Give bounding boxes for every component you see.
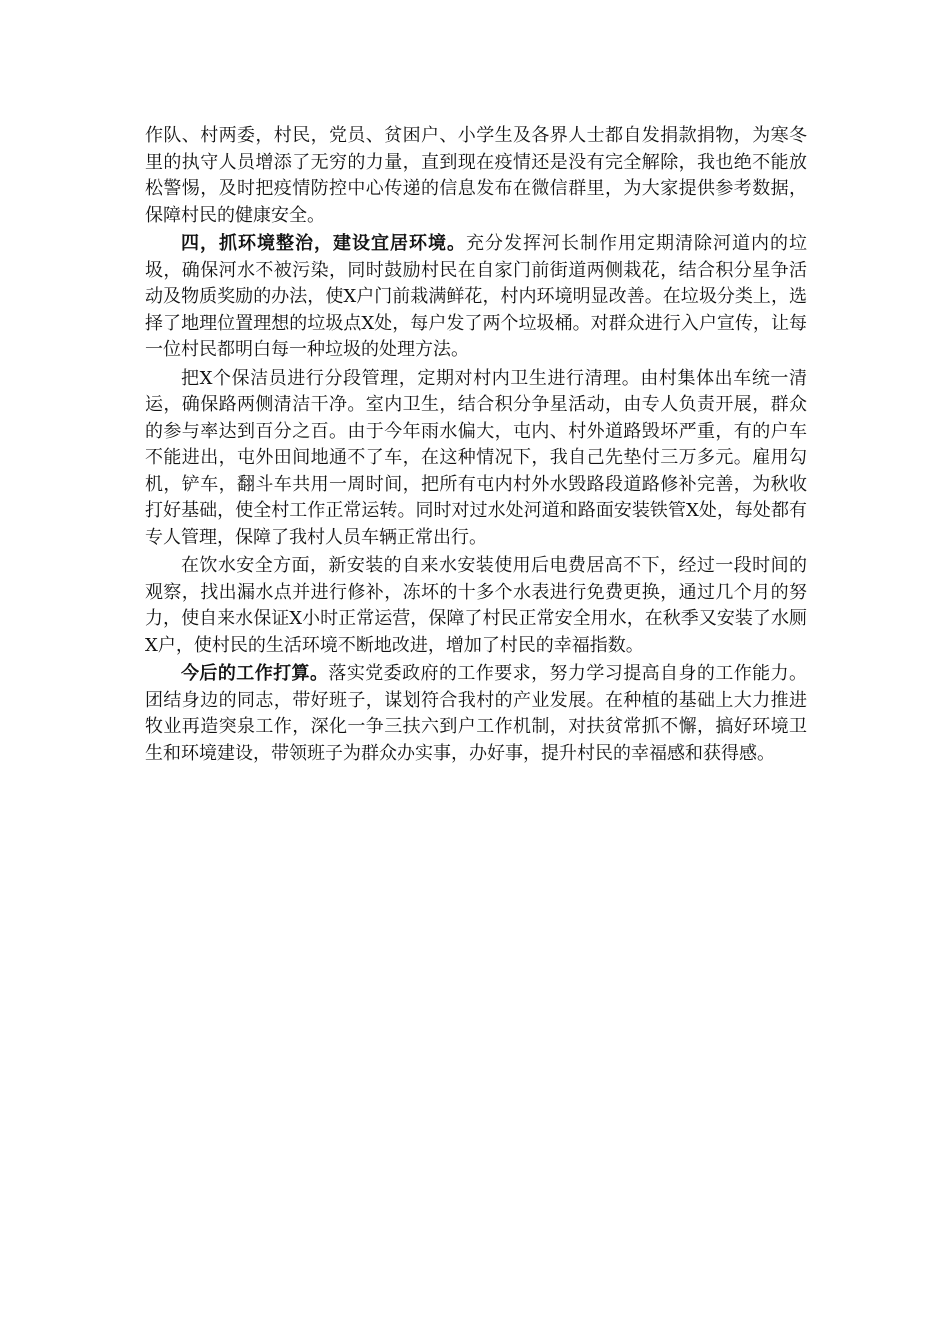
paragraph-text: 把X个保洁员进行分段管理，定期对村内卫生进行清理。由村集体出车统一清运，确保路两侧清洁干净。室内卫生，结合积分争星活动，由专人负责开展，群众的参与率达到百分之百。由于今年雨水偏大，屯内、村外道路毁坏严重，有的户车不能进出，屯外田间地通不了车，在这种情况下，我自己先垫付三万多元。雇用勾机，铲车，翻斗车共用一周时间，把所有屯内村外水毁路段道路修补完善，为秋收打好基础，使全村工作正常运转。同时对过水处河道和路面安装铁管X处，每处都有专人管理，保障了我村人员车辆正常出行。 — [145, 367, 807, 548]
paragraph-text: 落实党委政府的工作要求，努力学习提高自身的工作能力。团结身边的同志，带好班子，谋划符合我村的产业发展。在种植的基础上大力推进牧业再造突泉工作，深化一争三扶六到户工作机制，对扶贫常抓不懈，搞好环境卫生和环境建设，带领班子为群众办实事，办好事，提升村民的幸福感和获得感。 — [145, 663, 808, 764]
paragraph-text: 在饮水安全方面，新安装的自来水安装使用后电费居高不下，经过一段时间的观察，找出漏水点并进行修补，冻坏的十多个水表进行免费更换，通过几个月的努力，使自来水保证X小时正常运营，保障了村民正常安全用水，在秋季又安装了水厕X户，使村民的生活环境不断地改进，增加了村民的幸福指数。 — [145, 555, 807, 656]
paragraph-text: 充分发挥河长制作用定期清除河道内的垃圾，确保河水不被污染，同时鼓励村民在自家门前街道两侧栽花，结合积分星争活动及物质奖励的办法，使X户门前栽满鲜花，村内环境明显改善。在垃圾分类上，选择了地理位置理想的垃圾点X处，每户发了两个垃圾桶。对群众进行入户宣传，让每一位村民都明白每一种垃圾的处理方法。 — [145, 233, 807, 360]
paragraph-future-plans — [145, 661, 807, 767]
document-body — [145, 123, 807, 769]
paragraph-text: 作队、村两委，村民，党员、贫困户、小学生及各界人士都自发捐款捐物，为寒冬里的执守人员增添了无穷的力量，直到现在疫情还是没有完全解除，我也绝不能放松警惕，及时把疫情防控中心传递的信息发布在微信群里，为大家提供参考数据，保障村民的健康安全。 — [145, 125, 807, 226]
paragraph-water-safety — [145, 553, 807, 659]
section-heading: 四，抓环境整治，建设宜居环境。 — [181, 233, 466, 254]
section-heading: 今后的工作打算。 — [181, 663, 329, 684]
paragraph-environment — [145, 231, 807, 364]
paragraph-cleaning — [145, 366, 807, 552]
paragraph-continuation — [145, 123, 807, 229]
